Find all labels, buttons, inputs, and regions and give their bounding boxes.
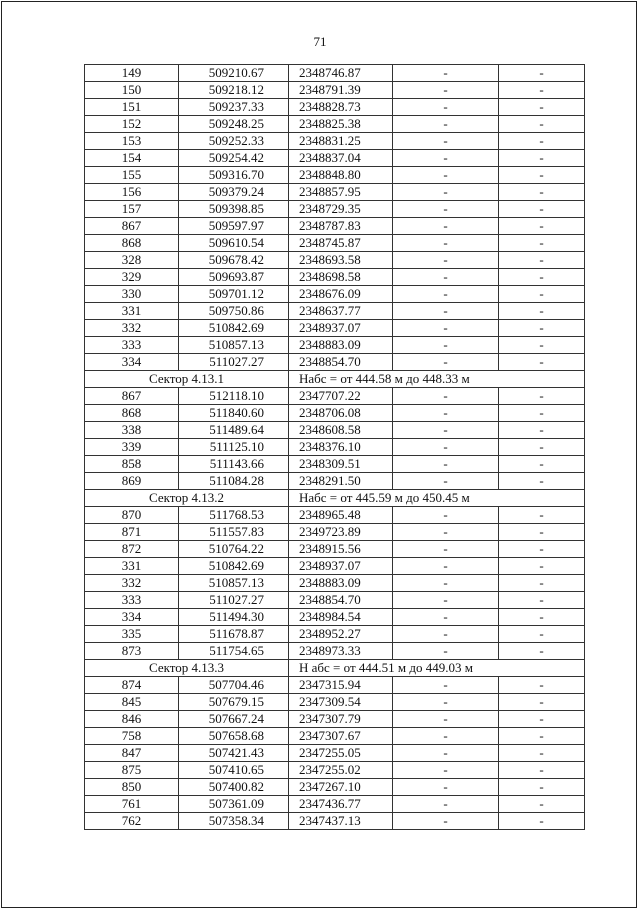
table-row xyxy=(85,320,585,337)
point-number-cell: 845 xyxy=(85,694,179,711)
table-row xyxy=(85,813,585,830)
table-row xyxy=(85,422,585,439)
table-row xyxy=(85,456,585,473)
column-4-cell: - xyxy=(393,388,499,405)
column-4-cell: - xyxy=(393,405,499,422)
x-coordinate-cell: 509750.86 xyxy=(179,303,289,320)
y-coordinate-cell: 2347307.79 xyxy=(289,711,393,728)
sector-elevation-range: Набс = от 445.59 м до 450.45 м xyxy=(289,490,585,507)
point-number-cell: 328 xyxy=(85,252,179,269)
x-coordinate-cell: 507667.24 xyxy=(179,711,289,728)
column-4-cell: - xyxy=(393,422,499,439)
y-coordinate-cell: 2348693.58 xyxy=(289,252,393,269)
point-number-cell: 150 xyxy=(85,82,179,99)
table-row xyxy=(85,116,585,133)
point-number-cell: 334 xyxy=(85,354,179,371)
table-row xyxy=(85,626,585,643)
table-row xyxy=(85,82,585,99)
column-5-cell: - xyxy=(499,626,585,643)
point-number-cell: 331 xyxy=(85,303,179,320)
y-coordinate-cell: 2348965.48 xyxy=(289,507,393,524)
point-number-cell: 868 xyxy=(85,235,179,252)
x-coordinate-cell: 511084.28 xyxy=(179,473,289,490)
point-number-cell: 847 xyxy=(85,745,179,762)
column-5-cell: - xyxy=(499,779,585,796)
y-coordinate-cell: 2348848.80 xyxy=(289,167,393,184)
point-number-cell: 333 xyxy=(85,337,179,354)
column-4-cell: - xyxy=(393,252,499,269)
point-number-cell: 873 xyxy=(85,643,179,660)
column-4-cell: - xyxy=(393,269,499,286)
page-number: 71 xyxy=(313,34,327,49)
y-coordinate-cell: 2348706.08 xyxy=(289,405,393,422)
table-row xyxy=(85,303,585,320)
point-number-cell: 155 xyxy=(85,167,179,184)
point-number-cell: 332 xyxy=(85,575,179,592)
point-number-cell: 151 xyxy=(85,99,179,116)
x-coordinate-cell: 510842.69 xyxy=(179,558,289,575)
y-coordinate-cell: 2348676.09 xyxy=(289,286,393,303)
column-4-cell: - xyxy=(393,320,499,337)
column-4-cell: - xyxy=(393,575,499,592)
table-row xyxy=(85,235,585,252)
point-number-cell: 850 xyxy=(85,779,179,796)
table-row xyxy=(85,524,585,541)
column-4-cell: - xyxy=(393,201,499,218)
x-coordinate-cell: 509237.33 xyxy=(179,99,289,116)
point-number-cell: 869 xyxy=(85,473,179,490)
table-row xyxy=(85,609,585,626)
y-coordinate-cell: 2348825.38 xyxy=(289,116,393,133)
table-row xyxy=(85,388,585,405)
point-number-cell: 875 xyxy=(85,762,179,779)
x-coordinate-cell: 511143.66 xyxy=(179,456,289,473)
column-4-cell: - xyxy=(393,813,499,830)
point-number-cell: 335 xyxy=(85,626,179,643)
column-4-cell: - xyxy=(393,116,499,133)
column-5-cell: - xyxy=(499,269,585,286)
column-5-cell: - xyxy=(499,813,585,830)
column-5-cell: - xyxy=(499,456,585,473)
table-row xyxy=(85,711,585,728)
column-5-cell: - xyxy=(499,82,585,99)
column-4-cell: - xyxy=(393,626,499,643)
y-coordinate-cell: 2348745.87 xyxy=(289,235,393,252)
table-row xyxy=(85,558,585,575)
y-coordinate-cell: 2348376.10 xyxy=(289,439,393,456)
column-5-cell: - xyxy=(499,133,585,150)
table-row xyxy=(85,252,585,269)
y-coordinate-cell: 2348608.58 xyxy=(289,422,393,439)
y-coordinate-cell: 2347707.22 xyxy=(289,388,393,405)
table-row xyxy=(85,728,585,745)
point-number-cell: 330 xyxy=(85,286,179,303)
column-5-cell: - xyxy=(499,694,585,711)
column-4-cell: - xyxy=(393,609,499,626)
column-4-cell: - xyxy=(393,286,499,303)
column-4-cell: - xyxy=(393,303,499,320)
table-row xyxy=(85,269,585,286)
column-4-cell: - xyxy=(393,150,499,167)
column-5-cell: - xyxy=(499,167,585,184)
column-4-cell: - xyxy=(393,82,499,99)
x-coordinate-cell: 509252.33 xyxy=(179,133,289,150)
point-number-cell: 762 xyxy=(85,813,179,830)
table-row xyxy=(85,677,585,694)
point-number-cell: 872 xyxy=(85,541,179,558)
column-5-cell: - xyxy=(499,643,585,660)
column-5-cell: - xyxy=(499,728,585,745)
column-4-cell: - xyxy=(393,762,499,779)
column-4-cell: - xyxy=(393,337,499,354)
point-number-cell: 758 xyxy=(85,728,179,745)
table-row xyxy=(85,762,585,779)
y-coordinate-cell: 2347437.13 xyxy=(289,813,393,830)
column-5-cell: - xyxy=(499,558,585,575)
x-coordinate-cell: 511494.30 xyxy=(179,609,289,626)
y-coordinate-cell: 2348952.27 xyxy=(289,626,393,643)
table-row xyxy=(85,99,585,116)
table-row xyxy=(85,354,585,371)
y-coordinate-cell: 2348854.70 xyxy=(289,354,393,371)
column-4-cell: - xyxy=(393,796,499,813)
column-5-cell: - xyxy=(499,218,585,235)
point-number-cell: 846 xyxy=(85,711,179,728)
x-coordinate-cell: 509210.67 xyxy=(179,65,289,82)
y-coordinate-cell: 2348854.70 xyxy=(289,592,393,609)
x-coordinate-cell: 511489.64 xyxy=(179,422,289,439)
x-coordinate-cell: 510764.22 xyxy=(179,541,289,558)
x-coordinate-cell: 509218.12 xyxy=(179,82,289,99)
point-number-cell: 867 xyxy=(85,388,179,405)
x-coordinate-cell: 507410.65 xyxy=(179,762,289,779)
point-number-cell: 339 xyxy=(85,439,179,456)
column-5-cell: - xyxy=(499,524,585,541)
table-row xyxy=(85,218,585,235)
x-coordinate-cell: 509701.12 xyxy=(179,286,289,303)
point-number-cell: 156 xyxy=(85,184,179,201)
x-coordinate-cell: 507658.68 xyxy=(179,728,289,745)
sector-elevation-range: Набс = от 444.58 м до 448.33 м xyxy=(289,371,585,388)
column-5-cell: - xyxy=(499,99,585,116)
column-4-cell: - xyxy=(393,694,499,711)
y-coordinate-cell: 2348828.73 xyxy=(289,99,393,116)
table-row xyxy=(85,796,585,813)
x-coordinate-cell: 509398.85 xyxy=(179,201,289,218)
point-number-cell: 333 xyxy=(85,592,179,609)
x-coordinate-cell: 509379.24 xyxy=(179,184,289,201)
column-4-cell: - xyxy=(393,643,499,660)
x-coordinate-cell: 511840.60 xyxy=(179,405,289,422)
sector-elevation-range: Н абс = от 444.51 м до 449.03 м xyxy=(289,660,585,677)
table-row xyxy=(85,286,585,303)
y-coordinate-cell: 2348973.33 xyxy=(289,643,393,660)
table-row xyxy=(85,694,585,711)
table-row xyxy=(85,65,585,82)
y-coordinate-cell: 2348937.07 xyxy=(289,558,393,575)
column-5-cell: - xyxy=(499,541,585,558)
column-5-cell: - xyxy=(499,354,585,371)
column-4-cell: - xyxy=(393,507,499,524)
point-number-cell: 868 xyxy=(85,405,179,422)
column-4-cell: - xyxy=(393,99,499,116)
column-5-cell: - xyxy=(499,405,585,422)
x-coordinate-cell: 510842.69 xyxy=(179,320,289,337)
point-number-cell: 157 xyxy=(85,201,179,218)
column-5-cell: - xyxy=(499,796,585,813)
sector-heading-row xyxy=(85,371,585,388)
column-4-cell: - xyxy=(393,541,499,558)
column-5-cell: - xyxy=(499,439,585,456)
column-5-cell: - xyxy=(499,303,585,320)
x-coordinate-cell: 511678.87 xyxy=(179,626,289,643)
x-coordinate-cell: 511754.65 xyxy=(179,643,289,660)
x-coordinate-cell: 507679.15 xyxy=(179,694,289,711)
column-4-cell: - xyxy=(393,558,499,575)
table-row xyxy=(85,150,585,167)
column-5-cell: - xyxy=(499,677,585,694)
y-coordinate-cell: 2347255.05 xyxy=(289,745,393,762)
y-coordinate-cell: 2349723.89 xyxy=(289,524,393,541)
column-5-cell: - xyxy=(499,116,585,133)
y-coordinate-cell: 2348883.09 xyxy=(289,337,393,354)
x-coordinate-cell: 507361.09 xyxy=(179,796,289,813)
x-coordinate-cell: 510857.13 xyxy=(179,337,289,354)
x-coordinate-cell: 507400.82 xyxy=(179,779,289,796)
column-4-cell: - xyxy=(393,677,499,694)
column-4-cell: - xyxy=(393,218,499,235)
table-row xyxy=(85,779,585,796)
sector-title: Сектор 4.13.2 xyxy=(85,490,289,507)
column-4-cell: - xyxy=(393,167,499,184)
y-coordinate-cell: 2348291.50 xyxy=(289,473,393,490)
point-number-cell: 153 xyxy=(85,133,179,150)
table-row xyxy=(85,575,585,592)
coordinates-table-body xyxy=(85,65,585,830)
point-number-cell: 761 xyxy=(85,796,179,813)
column-5-cell: - xyxy=(499,745,585,762)
point-number-cell: 858 xyxy=(85,456,179,473)
column-4-cell: - xyxy=(393,473,499,490)
sector-heading-row xyxy=(85,490,585,507)
table-row xyxy=(85,473,585,490)
x-coordinate-cell: 509316.70 xyxy=(179,167,289,184)
x-coordinate-cell: 510857.13 xyxy=(179,575,289,592)
table-row xyxy=(85,201,585,218)
column-4-cell: - xyxy=(393,456,499,473)
sector-heading-row xyxy=(85,660,585,677)
sector-title: Сектор 4.13.1 xyxy=(85,371,289,388)
coordinates-table xyxy=(84,64,585,830)
table-row xyxy=(85,133,585,150)
column-5-cell: - xyxy=(499,473,585,490)
column-5-cell: - xyxy=(499,184,585,201)
table-row xyxy=(85,541,585,558)
column-4-cell: - xyxy=(393,133,499,150)
point-number-cell: 152 xyxy=(85,116,179,133)
point-number-cell: 331 xyxy=(85,558,179,575)
column-4-cell: - xyxy=(393,524,499,541)
column-5-cell: - xyxy=(499,575,585,592)
column-4-cell: - xyxy=(393,728,499,745)
y-coordinate-cell: 2348937.07 xyxy=(289,320,393,337)
column-4-cell: - xyxy=(393,235,499,252)
y-coordinate-cell: 2348698.58 xyxy=(289,269,393,286)
y-coordinate-cell: 2347255.02 xyxy=(289,762,393,779)
point-number-cell: 329 xyxy=(85,269,179,286)
table-row xyxy=(85,507,585,524)
y-coordinate-cell: 2348637.77 xyxy=(289,303,393,320)
table-row xyxy=(85,167,585,184)
column-5-cell: - xyxy=(499,762,585,779)
table-row xyxy=(85,405,585,422)
y-coordinate-cell: 2348729.35 xyxy=(289,201,393,218)
point-number-cell: 334 xyxy=(85,609,179,626)
x-coordinate-cell: 511768.53 xyxy=(179,507,289,524)
y-coordinate-cell: 2348883.09 xyxy=(289,575,393,592)
x-coordinate-cell: 511557.83 xyxy=(179,524,289,541)
point-number-cell: 338 xyxy=(85,422,179,439)
column-4-cell: - xyxy=(393,711,499,728)
column-4-cell: - xyxy=(393,184,499,201)
table-row xyxy=(85,592,585,609)
point-number-cell: 874 xyxy=(85,677,179,694)
point-number-cell: 149 xyxy=(85,65,179,82)
x-coordinate-cell: 509248.25 xyxy=(179,116,289,133)
column-5-cell: - xyxy=(499,388,585,405)
table-row xyxy=(85,745,585,762)
y-coordinate-cell: 2348787.83 xyxy=(289,218,393,235)
column-5-cell: - xyxy=(499,286,585,303)
x-coordinate-cell: 511027.27 xyxy=(179,592,289,609)
x-coordinate-cell: 507704.46 xyxy=(179,677,289,694)
x-coordinate-cell: 507358.34 xyxy=(179,813,289,830)
column-5-cell: - xyxy=(499,507,585,524)
y-coordinate-cell: 2348831.25 xyxy=(289,133,393,150)
column-4-cell: - xyxy=(393,592,499,609)
y-coordinate-cell: 2348791.39 xyxy=(289,82,393,99)
y-coordinate-cell: 2348984.54 xyxy=(289,609,393,626)
column-5-cell: - xyxy=(499,252,585,269)
y-coordinate-cell: 2347267.10 xyxy=(289,779,393,796)
x-coordinate-cell: 507421.43 xyxy=(179,745,289,762)
x-coordinate-cell: 509597.97 xyxy=(179,218,289,235)
column-5-cell: - xyxy=(499,592,585,609)
table-row xyxy=(85,643,585,660)
column-5-cell: - xyxy=(499,337,585,354)
point-number-cell: 154 xyxy=(85,150,179,167)
y-coordinate-cell: 2347436.77 xyxy=(289,796,393,813)
point-number-cell: 332 xyxy=(85,320,179,337)
y-coordinate-cell: 2348309.51 xyxy=(289,456,393,473)
x-coordinate-cell: 511027.27 xyxy=(179,354,289,371)
table-row xyxy=(85,439,585,456)
column-5-cell: - xyxy=(499,422,585,439)
y-coordinate-cell: 2348857.95 xyxy=(289,184,393,201)
point-number-cell: 871 xyxy=(85,524,179,541)
column-4-cell: - xyxy=(393,745,499,762)
x-coordinate-cell: 511125.10 xyxy=(179,439,289,456)
sector-title: Сектор 4.13.3 xyxy=(85,660,289,677)
y-coordinate-cell: 2347315.94 xyxy=(289,677,393,694)
y-coordinate-cell: 2347307.67 xyxy=(289,728,393,745)
table-row xyxy=(85,337,585,354)
column-4-cell: - xyxy=(393,65,499,82)
column-5-cell: - xyxy=(499,235,585,252)
x-coordinate-cell: 509610.54 xyxy=(179,235,289,252)
x-coordinate-cell: 512118.10 xyxy=(179,388,289,405)
column-5-cell: - xyxy=(499,711,585,728)
x-coordinate-cell: 509678.42 xyxy=(179,252,289,269)
column-5-cell: - xyxy=(499,201,585,218)
column-5-cell: - xyxy=(499,65,585,82)
x-coordinate-cell: 509254.42 xyxy=(179,150,289,167)
x-coordinate-cell: 509693.87 xyxy=(179,269,289,286)
column-4-cell: - xyxy=(393,439,499,456)
y-coordinate-cell: 2347309.54 xyxy=(289,694,393,711)
y-coordinate-cell: 2348915.56 xyxy=(289,541,393,558)
y-coordinate-cell: 2348837.04 xyxy=(289,150,393,167)
column-5-cell: - xyxy=(499,150,585,167)
column-4-cell: - xyxy=(393,779,499,796)
column-5-cell: - xyxy=(499,609,585,626)
y-coordinate-cell: 2348746.87 xyxy=(289,65,393,82)
table-row xyxy=(85,184,585,201)
point-number-cell: 870 xyxy=(85,507,179,524)
column-5-cell: - xyxy=(499,320,585,337)
point-number-cell: 867 xyxy=(85,218,179,235)
column-4-cell: - xyxy=(393,354,499,371)
